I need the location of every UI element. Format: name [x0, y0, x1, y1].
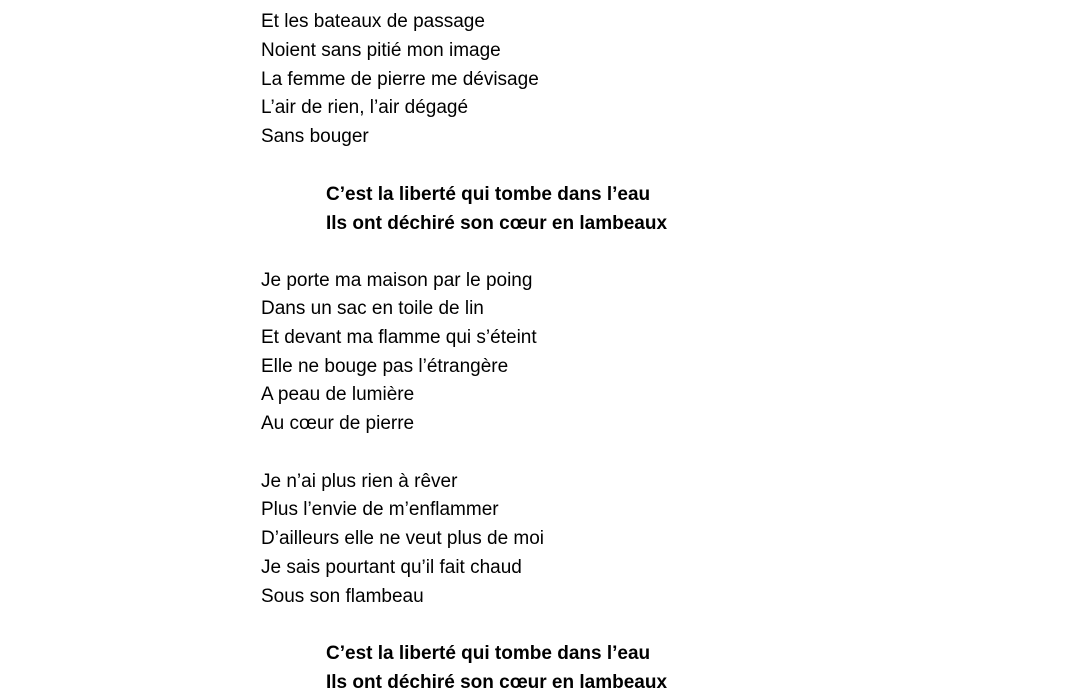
stanza-3-line-5: Sous son flambeau: [261, 586, 424, 607]
stanza-3-line-1: Je n’ai plus rien à rêver: [261, 471, 458, 492]
stanza-1-line-5: Sans bouger: [261, 126, 369, 147]
chorus-1-line-2: Ils ont déchiré son cœur en lambeaux: [326, 213, 668, 234]
stanza-2-line-4: Elle ne bouge pas l’étrangère: [261, 356, 509, 377]
stanza-2-line-1: Je porte ma maison par le poing: [261, 270, 533, 291]
stanza-3-line-2: Plus l’envie de m’enflammer: [261, 499, 499, 520]
stanza-1-line-1: Et les bateaux de passage: [261, 11, 485, 32]
stanza-2-line-3: Et devant ma flamme qui s’éteint: [261, 327, 537, 348]
stanza-1-line-3: La femme de pierre me dévisage: [261, 69, 539, 90]
chorus-2-line-1: C’est la liberté qui tombe dans l’eau: [326, 643, 651, 664]
stanza-1-line-2: Noient sans pitié mon image: [261, 40, 501, 61]
chorus-1-line-1: C’est la liberté qui tombe dans l’eau: [326, 184, 651, 205]
stanza-2-line-5: A peau de lumière: [261, 384, 415, 405]
chorus-2-line-2: Ils ont déchiré son cœur en lambeaux: [326, 672, 668, 693]
stanza-3-line-4: Je sais pourtant qu’il fait chaud: [261, 557, 522, 578]
stanza-2-line-6: Au cœur de pierre: [261, 413, 415, 434]
stanza-1-line-4: L’air de rien, l’air dégagé: [261, 97, 469, 118]
stanza-3-line-3: D’ailleurs elle ne veut plus de moi: [261, 528, 545, 549]
stanza-2-line-2: Dans un sac en toile de lin: [261, 298, 484, 319]
